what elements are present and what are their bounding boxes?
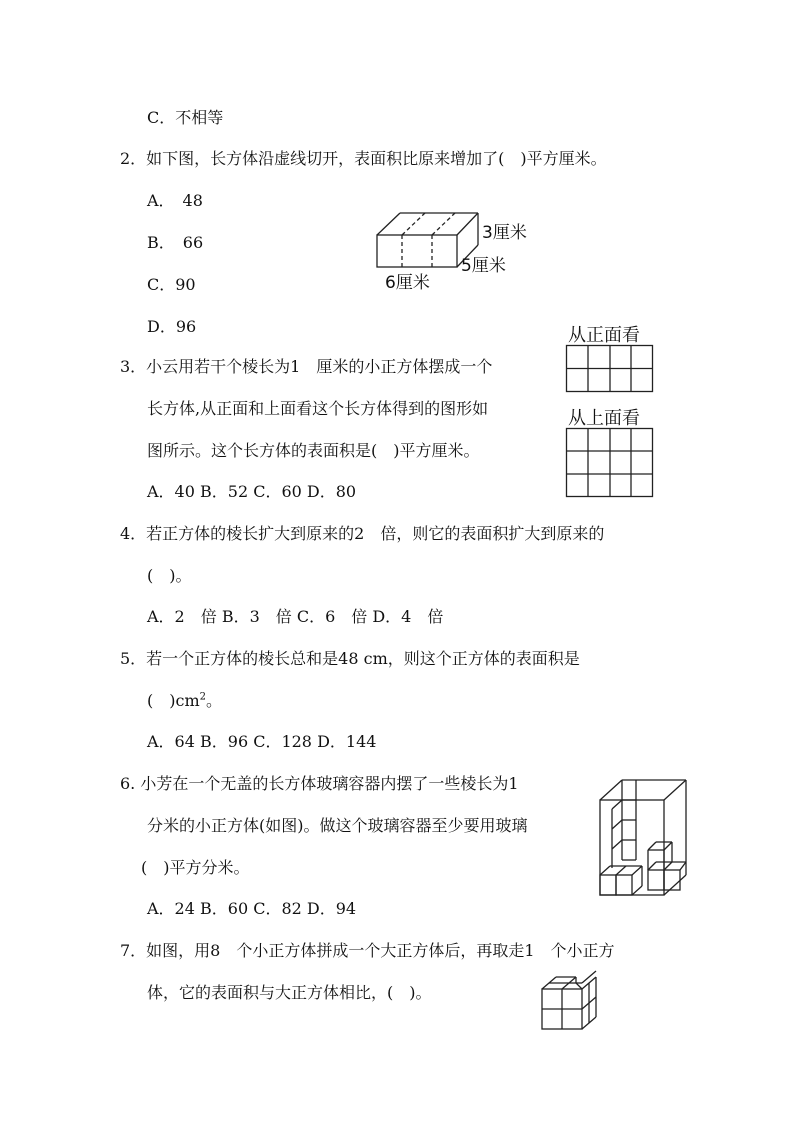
q6-line-1: 6. 小芳在一个无盖的长方体玻璃容器内摆了一些棱长为1 — [120, 774, 519, 793]
q6-line-3: ( )平方分米。 — [141, 858, 250, 877]
q7-cube-figure — [540, 975, 610, 1031]
q3-line-1: 3．小云用若干个棱长为1 厘米的小正方体摆成一个 — [120, 357, 493, 376]
q6-container-figure — [598, 778, 690, 898]
q2-width-label: 5厘米 — [461, 256, 506, 276]
q2-height-label: 3厘米 — [482, 223, 527, 243]
q5-options: A．64 B．96 C．128 D．144 — [147, 732, 377, 751]
q3-top-view-grid — [566, 428, 654, 498]
q7-line-1: 7．如图，用8 个小正方体拼成一个大正方体后，再取走1 个小正方 — [120, 941, 615, 960]
q3-front-view-grid — [566, 345, 654, 393]
q2-question: 2．如下图，长方体沿虚线切开，表面积比原来增加了( )平方厘米。 — [120, 149, 607, 168]
q3-options: A．40 B．52 C．60 D．80 — [147, 482, 357, 501]
q2-length-label: 6厘米 — [385, 273, 430, 293]
q5-line-1: 5．若一个正方体的棱长总和是48 cm，则这个正方体的表面积是 — [120, 649, 580, 668]
q3-top-view-label: 从上面看 — [568, 408, 640, 429]
q3-line-3: 图所示。这个长方体的表面积是( )平方厘米。 — [147, 441, 480, 460]
q4-line-2: ( )。 — [147, 566, 192, 585]
q6-options: A．24 B．60 C．82 D．94 — [147, 899, 357, 918]
q4-options: A．2 倍 B．3 倍 C．6 倍 D．4 倍 — [147, 607, 444, 626]
q4-line-1: 4．若正方体的棱长扩大到原来的2 倍，则它的表面积扩大到原来的 — [120, 524, 605, 543]
q2-option-a: A． 48 — [147, 191, 203, 210]
q5-line-2: ( )$cm^2$。 — [147, 691, 223, 710]
q3-line-2: 长方体,从正面和上面看这个长方体得到的图形如 — [147, 399, 489, 418]
q2-option-c: C．90 — [147, 275, 196, 294]
q1-option-c: C．不相等 — [147, 108, 224, 127]
q6-line-2: 分米的小正方体(如图)。做这个玻璃容器至少要用玻璃 — [147, 816, 528, 835]
q7-line-2: 体，它的表面积与大正方体相比，( )。 — [147, 983, 432, 1002]
q3-front-view-label: 从正面看 — [568, 325, 640, 346]
q2-option-b: B． 66 — [147, 233, 204, 252]
q2-option-d: D．96 — [147, 317, 197, 336]
